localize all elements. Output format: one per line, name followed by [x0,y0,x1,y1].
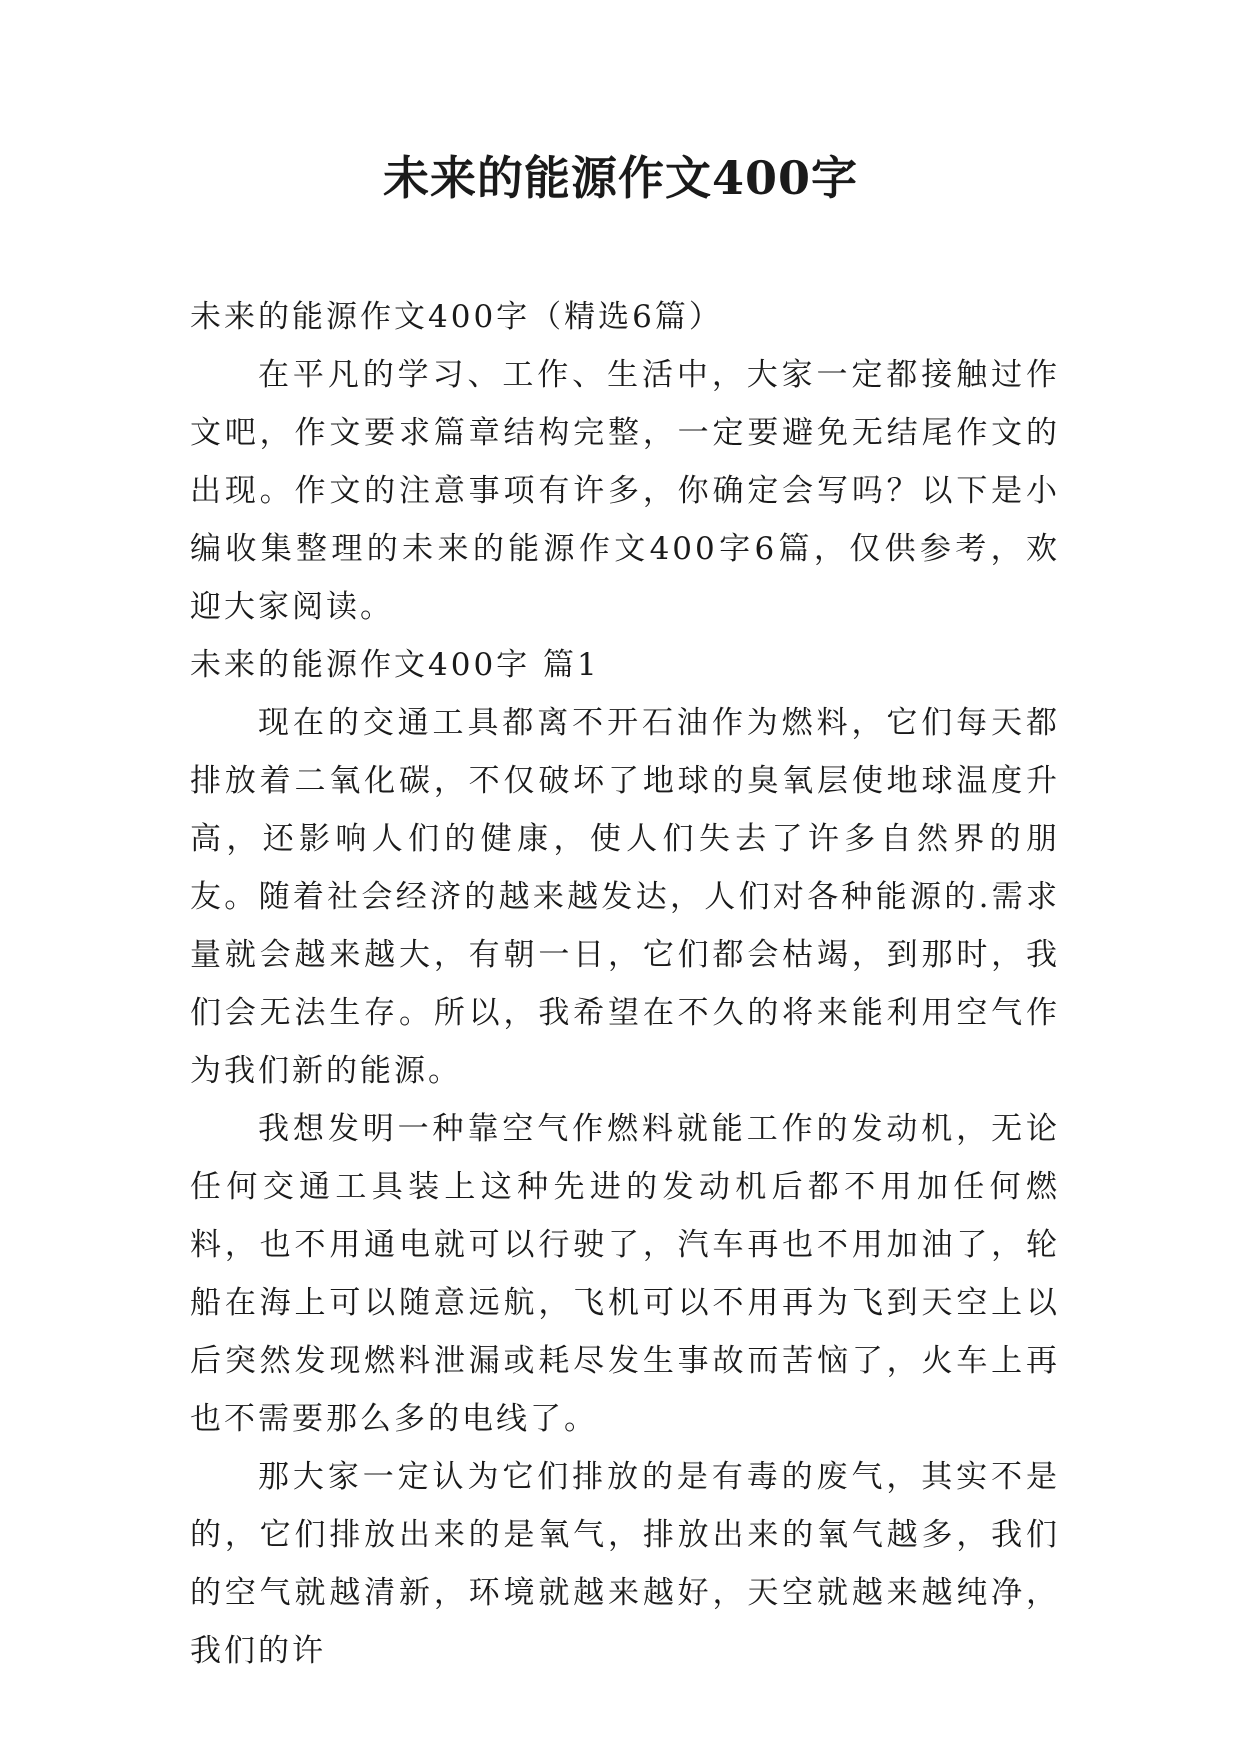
document-body [190,288,1060,1680]
body-paragraph-1: 现在的交通工具都离不开石油作为燃料，它们每天都排放着二氧化碳，不仅破坏了地球的臭氧层使地球温度升高，还影响人们的健康，使人们失去了许多自然界的朋友。随着社会经济的越来越发达，人们对各种能源的.需求量就会越来越大，有朝一日，它们都会枯竭，到那时，我们会无法生存。所以，我希望在不久的将来能利用空气作为我们新的能源。 [190,705,1060,1089]
body-paragraph-2: 我想发明一种靠空气作燃料就能工作的发动机，无论任何交通工具装上这种先进的发动机后都不用加任何燃料，也不用通电就可以行驶了，汽车再也不用加油了，轮船在海上可以随意远航，飞机可以不用再为飞到天空上以后突然发现燃料泄漏或耗尽发生事故而苦恼了，火车上再也不需要那么多的电线了。 [190,1111,1060,1437]
intro-paragraph: 在平凡的学习、工作、生活中，大家一定都接触过作文吧，作文要求篇章结构完整，一定要避免无结尾作文的出现。作文的注意事项有许多，你确定会写吗？以下是小编收集整理的未来的能源作文400字6篇，仅供参考，欢迎大家阅读。 [190,357,1060,625]
document-subtitle: 未来的能源作文400字（精选6篇） [190,299,723,335]
body-paragraph-3: 那大家一定认为它们排放的是有毒的废气，其实不是的，它们排放出来的是氧气，排放出来的氧气越多，我们的空气就越清新，环境就越来越好，天空就越来越纯净，我们的许 [190,1459,1060,1669]
document-title: 未来的能源作文400字 [382,151,859,205]
section-heading: 未来的能源作文400字 篇1 [190,647,600,683]
